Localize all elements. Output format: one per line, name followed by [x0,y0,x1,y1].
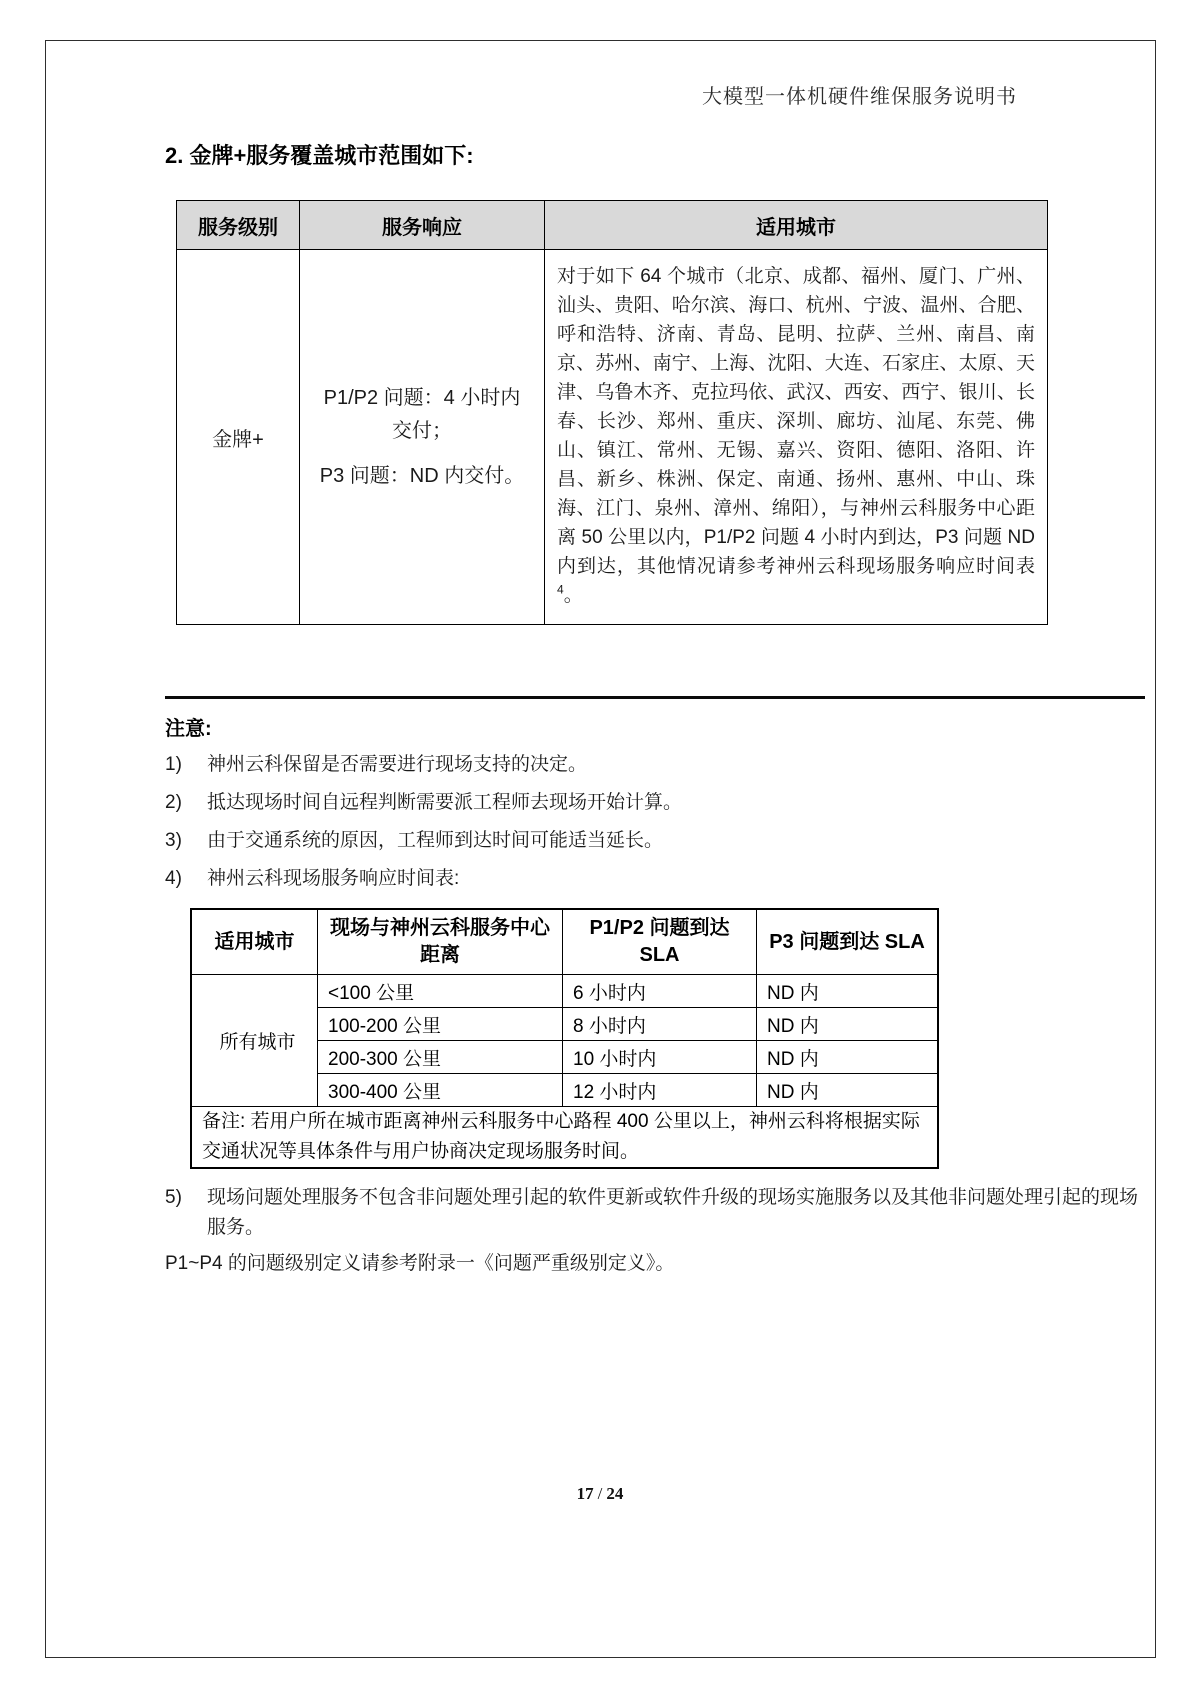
applicable-cities-text: 对于如下 64 个城市（北京、成都、福州、厦门、广州、汕头、贵阳、哈尔滨、海口、杭州、宁波、温州、合肥、呼和浩特、济南、青岛、昆明、拉萨、兰州、南昌、南京、苏州、南宁、上海、沈阳、大连、石家庄、太原、天津、乌鲁木齐、克拉玛依、武汉、西安、西宁、银川、长春、长沙、郑州、重庆、深圳、廊坊、汕尾、东莞、佛山、镇江、常州、无锡、嘉兴、资阳、德阳、洛阳、许昌、新乡、株洲、保定、南通、扬州、惠州、中山、珠海、江门、泉州、漳州、绵阳），与神州云科服务中心距离 50 公里以内，P1/P2 问题 4 小时内到达，P3 问题 ND 内到达，其他情况请参考神州云科现场服务响应时间表 [557,266,1035,577]
note-number: 4) [165,868,182,889]
note-text: 现场问题处理服务不包含非问题处理引起的软件更新或软件升级的现场实施服务以及其他非问题处理引起的现场服务。 [207,1187,1139,1238]
distance-cell: <100 公里 [318,975,563,1008]
note-number: 3) [165,830,182,851]
city-scope-cell: 所有城市 [191,975,318,1107]
response-header-p3-sla: P3 问题到达 SLA [757,909,939,975]
remark-cell: 备注: 若用户所在城市距离神州云科服务中心路程 400 公里以上，神州云科将根据实际交通状况等具体条件与用户协商决定现场服务时间。 [191,1107,938,1169]
note-text: 神州云科保留是否需要进行现场支持的决定。 [207,754,588,775]
page-number: 17 [576,1484,594,1503]
coverage-header-service-level: 服务级别 [177,201,300,250]
response-header-p12-sla: P1/P2 问题到达 SLA [563,909,757,975]
p3-sla-cell: ND 内 [757,1074,939,1107]
service-response-p12: P1/P2 问题：4 小时内交付； [323,386,521,442]
note-item-4 [165,864,1150,902]
notes-section [165,712,1150,1279]
distance-cell: 300-400 公里 [318,1074,563,1107]
response-header-distance: 现场与神州云科服务中心距离 [318,909,563,975]
p12-sla-cell: 10 小时内 [563,1041,757,1074]
page-number-separator: / [597,1484,603,1503]
distance-cell: 100-200 公里 [318,1008,563,1041]
footnote-marker: 4 [557,582,564,597]
coverage-table-header-row [177,201,1048,250]
service-response-p3: P3 问题：ND 内交付。 [319,464,525,487]
p3-sla-cell: ND 内 [757,1008,939,1041]
distance-cell: 200-300 公里 [318,1041,563,1074]
note-number: 1) [165,754,182,775]
note-item-1 [165,750,1150,788]
section-title: 2. 金牌+服务覆盖城市范围如下: [165,143,474,168]
coverage-table-row [177,250,1048,625]
p3-sla-cell: ND 内 [757,975,939,1008]
service-response-cell [300,250,545,625]
page-total: 24 [606,1484,624,1503]
note-number: 5) [165,1187,182,1208]
p3-sla-cell: ND 内 [757,1041,939,1074]
response-table-remark-row [191,1107,938,1169]
page-footer [0,1484,1200,1504]
notes-label: 注意: [165,718,212,740]
document-header-title: 大模型一体机硬件维保服务说明书 [702,86,1017,108]
note-item-5 [165,1183,1150,1243]
service-level-cell: 金牌+ [177,250,300,625]
note-text: 由于交通系统的原因，工程师到达时间可能适当延长。 [207,830,664,851]
p12-sla-cell: 12 小时内 [563,1074,757,1107]
note-number: 2) [165,792,182,813]
coverage-table [176,200,1048,625]
note-text: 抵达现场时间自远程判断需要派工程师去现场开始计算。 [207,792,683,813]
note-item-3 [165,826,1150,864]
response-table-header-row [191,909,938,975]
section-divider [165,696,1145,699]
coverage-header-applicable-cities: 适用城市 [545,201,1048,250]
response-header-city: 适用城市 [191,909,318,975]
response-table-row [191,975,938,1008]
applicable-cities-cell [545,250,1048,625]
coverage-header-service-response: 服务响应 [300,201,545,250]
response-time-table [190,908,939,1169]
closing-statement: P1~P4 的问题级别定义请参考附录一《问题严重级别定义》。 [165,1253,675,1274]
p12-sla-cell: 8 小时内 [563,1008,757,1041]
applicable-cities-period: 。 [563,585,583,606]
note-item-2 [165,788,1150,826]
note-text: 神州云科现场服务响应时间表: [207,868,460,889]
p12-sla-cell: 6 小时内 [563,975,757,1008]
